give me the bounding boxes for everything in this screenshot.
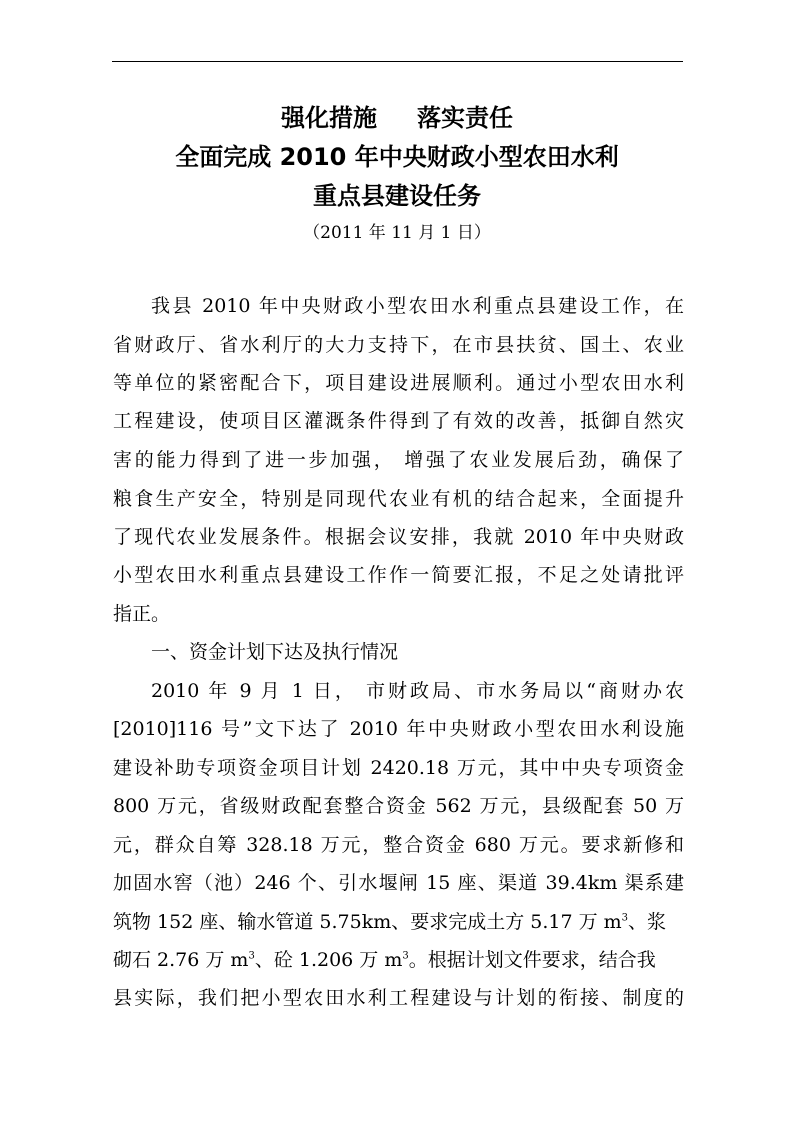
superscript-3: 3 <box>402 950 409 962</box>
paragraph-1-line: 工程建设，使项目区灌溉条件得到了有效的改善，抵御自然灾 <box>113 410 684 432</box>
paragraph-1-line: 小型农田水利重点县建设工作作一简要汇报，不足之处请批评 <box>113 564 684 586</box>
line-text: 。根据计划文件要求，结合我 <box>408 949 656 971</box>
header-rule <box>112 61 683 62</box>
paragraph-2-line: 县实际，我们把小型农田水利工程建设与计划的衔接、制度的 <box>113 987 684 1009</box>
paragraph-1-line: 害的能力得到了进一步加强， 增强了农业发展后劲，确保了 <box>113 449 684 471</box>
superscript-3: 3 <box>248 950 255 962</box>
title-phrase-2: 落实责任 <box>417 104 513 132</box>
paragraph-2-line: 2010 年 9 月 1 日， 市财政局、市水务局以“商财办农 <box>151 680 684 702</box>
title-line-1 <box>0 103 794 133</box>
line-text: 、浆 <box>628 911 667 933</box>
paragraph-1-line: 我县 2010 年中央财政小型农田水利重点县建设工作，在 <box>151 295 684 317</box>
section-heading: 一、资金计划下达及执行情况 <box>151 641 399 663</box>
paragraph-2-line: 800 万元，省级财政配套整合资金 562 万元，县级配套 50 万 <box>113 795 684 817</box>
paragraph-2-line: [2010]116 号”文下达了 2010 年中央财政小型农田水利设施 <box>113 718 684 740</box>
paragraph-2-line: 元，群众自筹 328.18 万元，整合资金 680 万元。要求新修和 <box>113 834 684 856</box>
paragraph-1-line: 省财政厅、省水利厅的大力支持下，在市县扶贫、国土、农业 <box>113 334 684 356</box>
paragraph-2-line: 加固水窖（池）246 个、引水堰闸 15 座、渠道 39.4km 渠系建 <box>113 872 684 894</box>
paragraph-1-line: 等单位的紧密配合下，项目建设进展顺利。通过小型农田水利 <box>113 372 684 394</box>
line-text: 砌石 2.76 万 m <box>113 949 249 971</box>
paragraph-2-line <box>113 908 684 936</box>
paragraph-1-line: 指正。 <box>113 603 171 625</box>
title-line-2: 全面完成 2010 年中央财政小型农田水利 <box>175 143 619 171</box>
paragraph-2-line <box>113 946 684 974</box>
paragraph-1-line: 粮食生产安全，特别是同现代农业有机的结合起来，全面提升 <box>113 488 684 510</box>
title-phrase-1: 强化措施 <box>281 104 377 132</box>
paragraph-1-line: 了现代农业发展条件。根据会议安排，我就 2010 年中央财政 <box>113 526 684 548</box>
line-text: 、砼 1.206 万 m <box>254 949 403 971</box>
paragraph-2-line: 建设补助专项资金项目计划 2420.18 万元，其中中央专项资金 <box>113 757 684 779</box>
superscript-3: 3 <box>621 912 629 924</box>
title-line-3: 重点县建设任务 <box>313 182 481 210</box>
report-date: （2011 年 11 月 1 日） <box>303 223 491 243</box>
line-text: 筑物 152 座、输水管道 5.75km、要求完成土方 5.17 万 m <box>113 911 622 933</box>
